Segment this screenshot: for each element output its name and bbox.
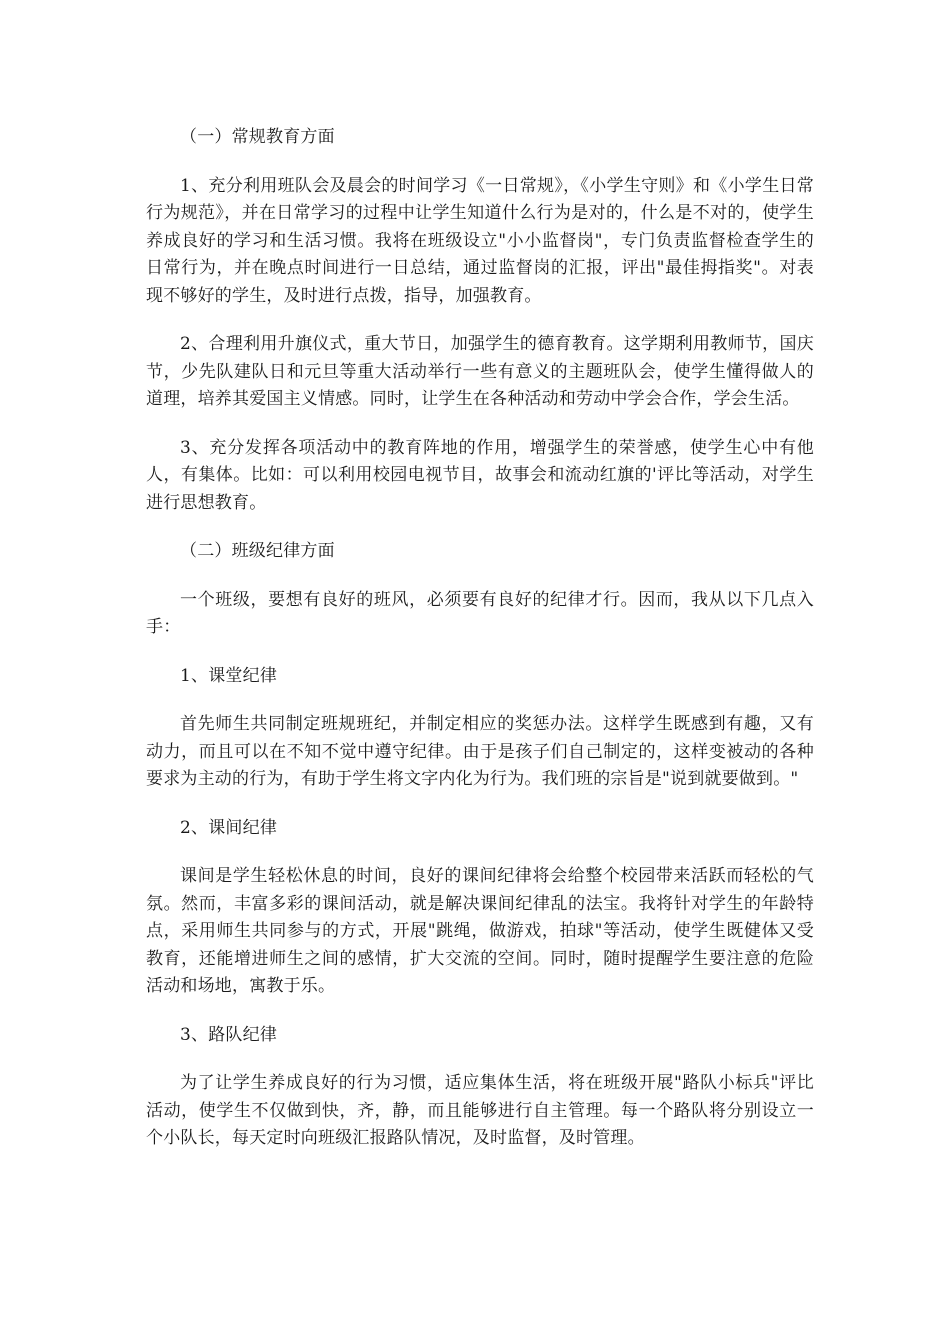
paragraph-break-discipline: 课间是学生轻松休息的时间，良好的课间纪律将会给整个校园带来活跃而轻松的气氛。然而，丰富多彩的课间活动，就是解决课间纪律乱的法宝。我将针对学生的年龄特点，采用师生共同参与的方式，开展"跳绳，做游戏，拍球"等活动，使学生既健体又受教育，还能增进师生之间的感情，扩大交流的空间。同时，随时提醒学生要注意的危险活动和场地，寓教于乐。: [146, 866, 814, 996]
paragraph-routine-1: 1、充分利用班队会及晨会的时间学习《一日常规》，《小学生守则》和《小学生日常行为规范》，并在日常学习的过程中让学生知道什么行为是对的，什么是不对的，使学生养成良好的学习和生活习惯。我将在班级设立"小小监督岗"，专门负责监督检查学生的日常行为，并在晚点时间进行一日总结，通过监督岗的汇报，评出"最佳拇指奖"。对表现不够好的学生，及时进行点拨，指导，加强教育。: [146, 175, 814, 306]
section-heading-routine-education: （一）常规教育方面: [180, 127, 335, 147]
paragraph-routine-3: 3、充分发挥各项活动中的教育阵地的作用，增强学生的荣誉感，使学生心中有他人，有集体。比如：可以利用校园电视节目，故事会和流动红旗的'评比等活动，对学生进行思想教育。: [146, 437, 814, 513]
subheading-queue-discipline: 3、路队纪律: [180, 1024, 278, 1045]
subheading-classroom-discipline: 1、课堂纪律: [180, 665, 278, 686]
paragraph-routine-2: 2、合理利用升旗仪式，重大节日，加强学生的德育教育。这学期利用教师节，国庆节，少先队建队日和元旦等重大活动举行一些有意义的主题班队会，使学生懂得做人的道理，培养其爱国主义情感。同时，让学生在各种活动和劳动中学会合作，学会生活。: [146, 334, 814, 409]
paragraph-discipline-intro: 一个班级，要想有良好的班风，必须要有良好的纪律才行。因而，我从以下几点入手：: [146, 589, 814, 637]
document-body: [146, 124, 814, 1174]
section-heading-class-discipline: （二）班级纪律方面: [180, 541, 335, 561]
subheading-break-discipline: 2、课间纪律: [180, 817, 278, 838]
paragraph-queue-discipline: 为了让学生养成良好的行为习惯，适应集体生活，将在班级开展"路队小标兵"评比活动，使学生不仅做到快，齐，静，而且能够进行自主管理。每一个路队将分别设立一个小队长，每天定时向班级汇报路队情况，及时监督，及时管理。: [146, 1073, 814, 1148]
paragraph-classroom-discipline: 首先师生共同制定班规班纪，并制定相应的奖惩办法。这样学生既感到有趣，又有动力，而且可以在不知不觉中遵守纪律。由于是孩子们自己制定的，这样变被动的各种要求为主动的行为，有助于学生将文字内化为行为。我们班的宗旨是"说到就要做到。": [146, 714, 814, 789]
